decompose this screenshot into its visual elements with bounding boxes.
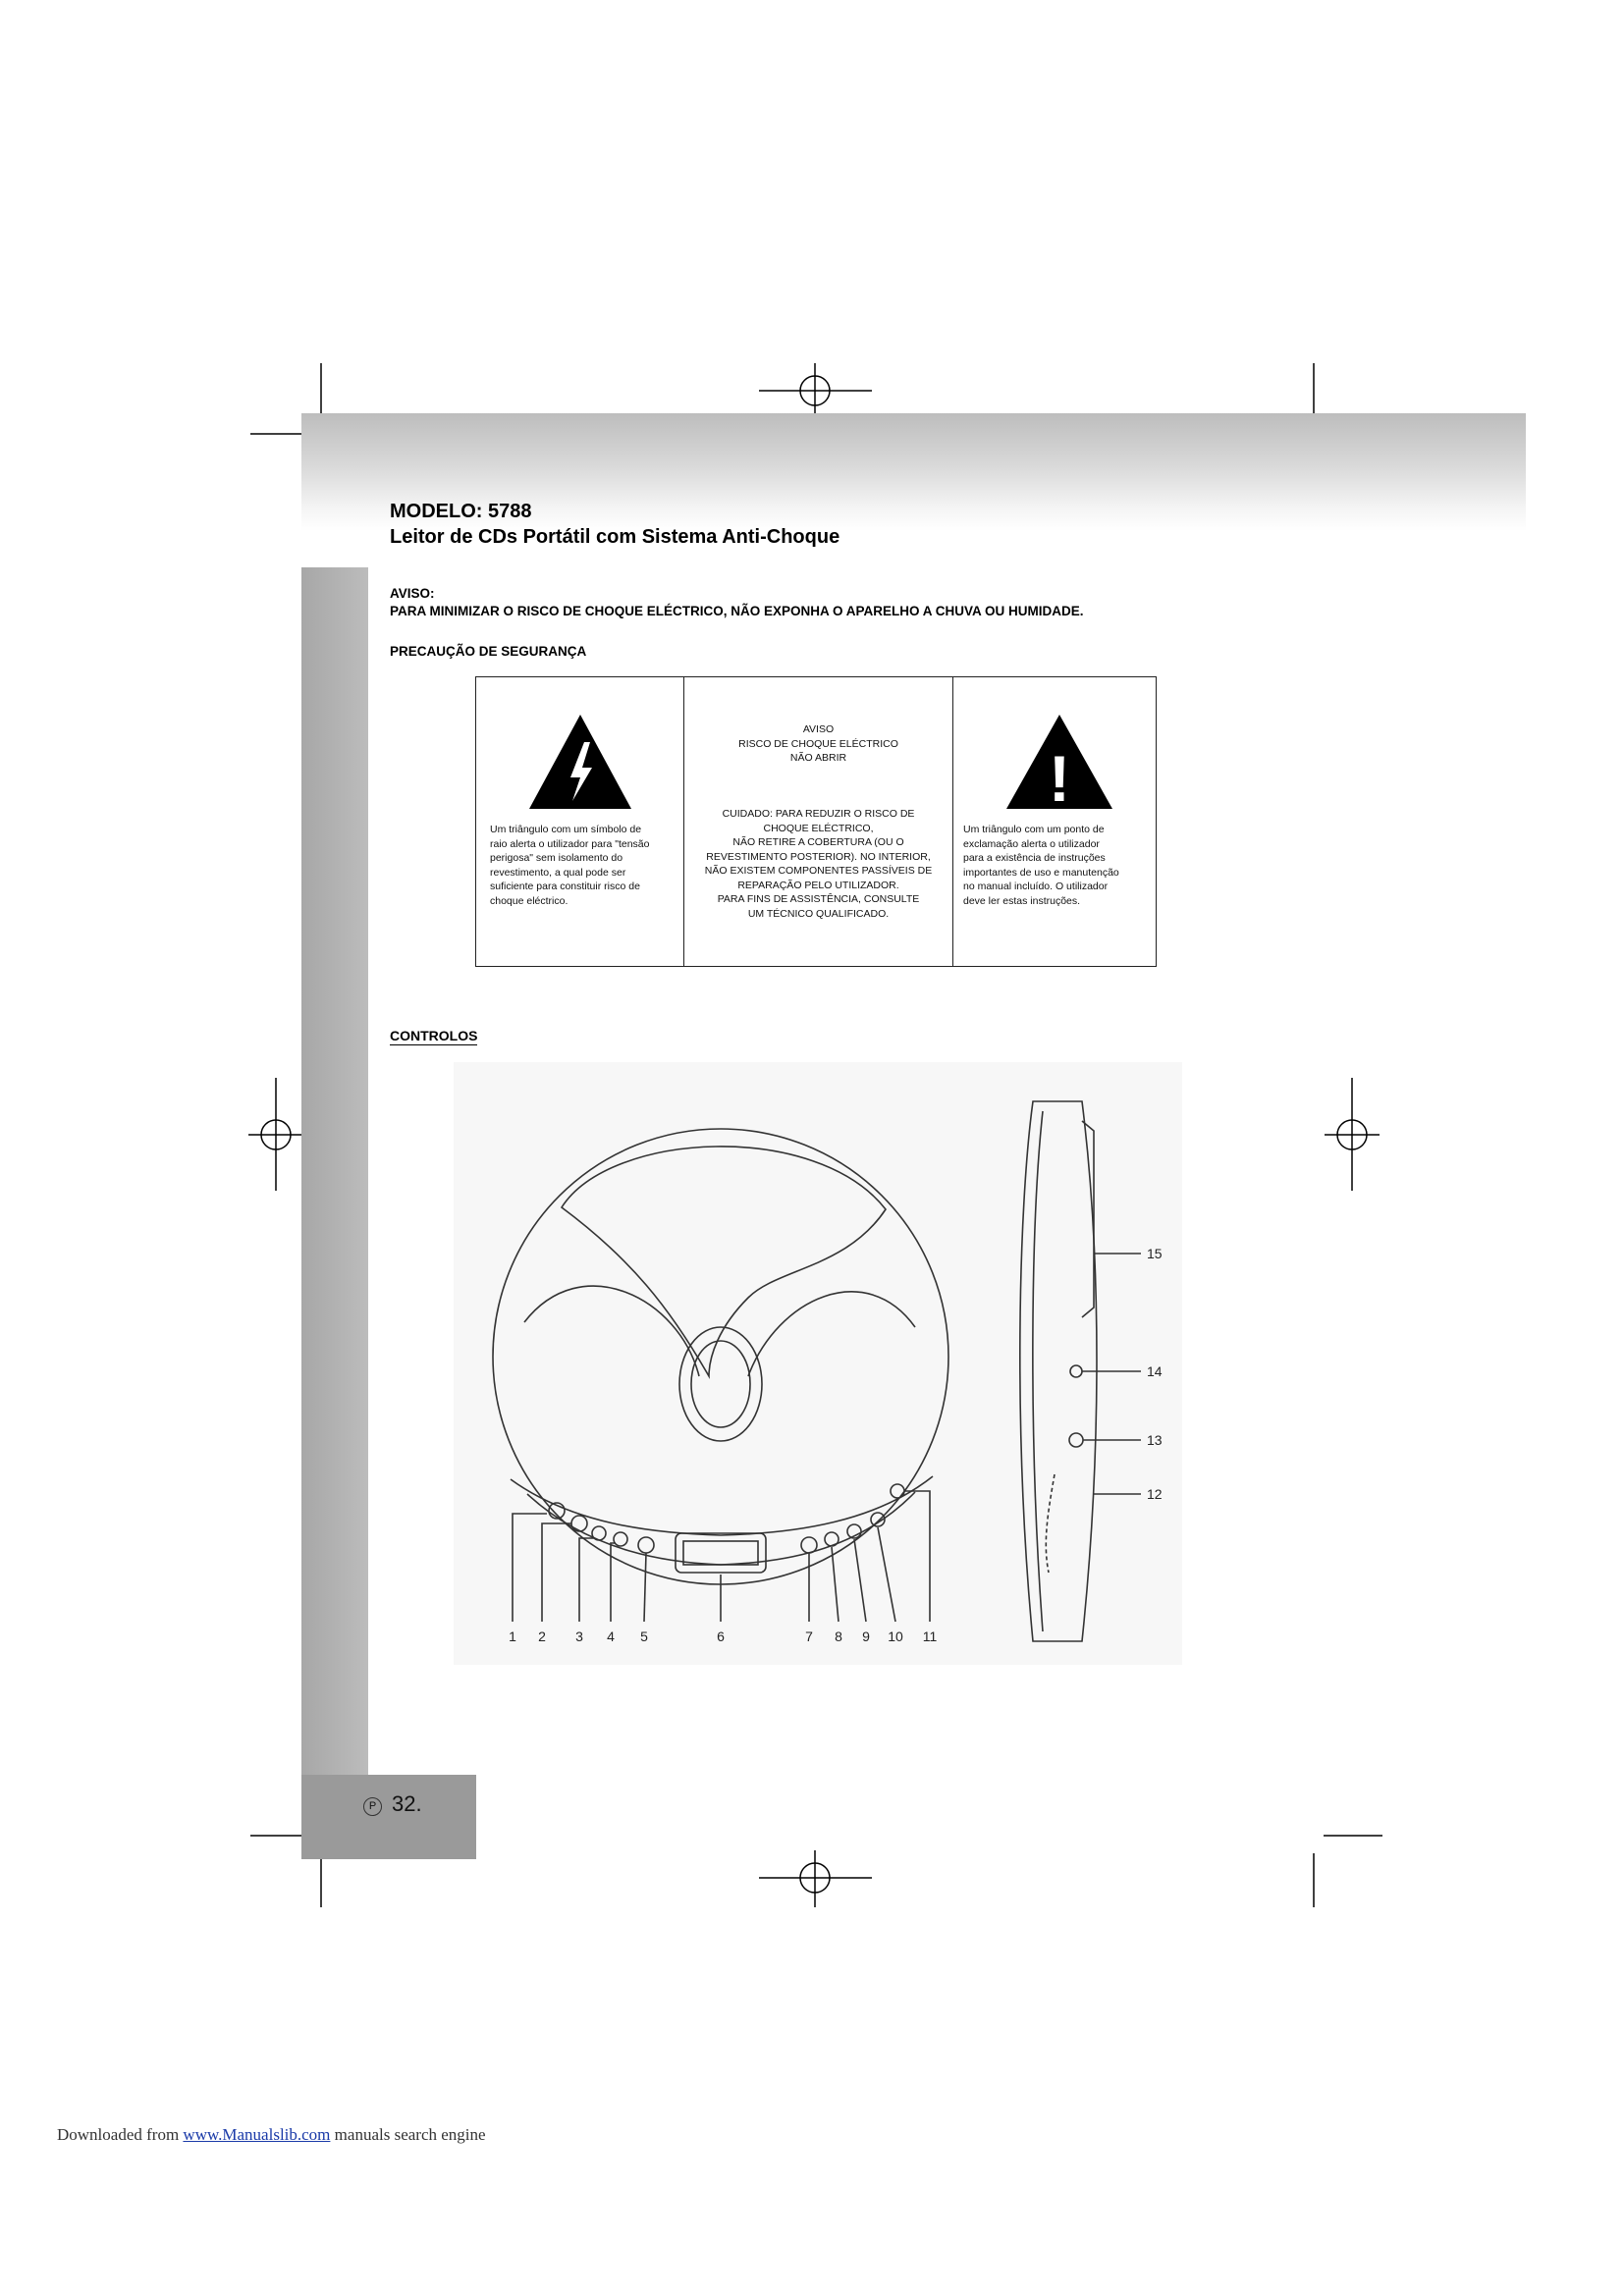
- footer-prefix: Downloaded from: [57, 2125, 180, 2144]
- callout-10: 10: [888, 1629, 903, 1644]
- footer-suffix: manuals search engine: [334, 2125, 486, 2144]
- callout-12: 12: [1147, 1486, 1163, 1502]
- text-line: REPARAÇÃO PELO UTILIZADOR.: [737, 879, 899, 891]
- text-line: PARA FINS DE ASSISTÊNCIA, CONSULTE: [717, 893, 920, 905]
- callout-2: 2: [538, 1629, 546, 1644]
- exclamation-explanation: [963, 823, 1152, 908]
- warning-text: PARA MINIMIZAR O RISCO DE CHOQUE ELÉCTRICO, NÃO EXPONHA O APARELHO A CHUVA OU HUMIDADE.: [390, 604, 1084, 618]
- text-line: UM TÉCNICO QUALIFICADO.: [747, 907, 890, 920]
- caution-text: [684, 807, 952, 921]
- text-line: RISCO DE CHOQUE ELÉCTRICO: [738, 737, 898, 750]
- callout-9: 9: [862, 1629, 870, 1644]
- safety-table-left-cell: [476, 677, 684, 966]
- callout-13: 13: [1147, 1432, 1163, 1448]
- callout-11: 11: [922, 1629, 938, 1644]
- text-line: suficiente para constituir risco de: [490, 881, 640, 892]
- text-line: NÃO ABRIR: [789, 752, 847, 764]
- callout-14: 14: [1147, 1363, 1163, 1379]
- manualslib-link[interactable]: www.Manualslib.com: [183, 2125, 331, 2144]
- safety-heading: PRECAUÇÃO DE SEGURANÇA: [390, 644, 587, 659]
- text-line: REVESTIMENTO POSTERIOR). NO INTERIOR,: [706, 850, 931, 863]
- product-title: Leitor de CDs Portátil com Sistema Anti-Choque: [390, 526, 840, 548]
- model-title: MODELO: 5788: [390, 501, 532, 522]
- page-tab: [301, 1775, 476, 1859]
- download-footer: [57, 2125, 486, 2145]
- text-line: exclamação alerta o utilizador: [963, 837, 1100, 850]
- side-bar: [301, 567, 368, 1775]
- text-line: choque eléctrico.: [490, 894, 568, 907]
- lightning-explanation: [490, 823, 677, 908]
- text-line: NÃO EXISTEM COMPONENTES PASSÍVEIS DE: [704, 865, 933, 877]
- text-line: CUIDADO: PARA REDUZIR O RISCO DE: [722, 808, 915, 820]
- safety-table-middle-cell: [684, 677, 953, 966]
- cd-player-diagram: [454, 1062, 1182, 1665]
- page-number: [363, 1791, 422, 1817]
- callout-4: 4: [607, 1629, 615, 1644]
- text-line: perigosa" sem isolamento do: [490, 852, 623, 864]
- callout-15: 15: [1147, 1246, 1163, 1261]
- text-line: deve ler estas instruções.: [963, 894, 1081, 907]
- exclamation-glyph: !: [1049, 742, 1070, 811]
- text-line: CHOQUE ELÉCTRICO,: [763, 822, 874, 834]
- callout-1: 1: [509, 1629, 516, 1644]
- warning-label: AVISO:: [390, 586, 435, 601]
- safety-table: [475, 676, 1157, 967]
- callout-8: 8: [835, 1629, 842, 1644]
- text-line: raio alerta o utilizador para "tensão: [490, 837, 650, 850]
- callout-5: 5: [640, 1629, 648, 1644]
- text-line: Um triângulo com um símbolo de: [490, 824, 642, 835]
- controls-heading: CONTROLOS: [390, 1028, 478, 1043]
- text-line: no manual incluído. O utilizador: [963, 881, 1109, 892]
- text-line: revestimento, a qual pode ser: [490, 866, 626, 879]
- page-badge-icon: P: [363, 1797, 382, 1816]
- callout-6: 6: [717, 1629, 725, 1644]
- text-line: Um triângulo com um ponto de: [963, 824, 1105, 835]
- exclamation-warning-icon: [1004, 713, 1114, 811]
- text-line: para a existência de instruções: [963, 852, 1106, 864]
- lightning-warning-icon: [527, 713, 633, 811]
- callout-7: 7: [805, 1629, 813, 1644]
- risk-header: [684, 722, 952, 766]
- safety-table-right-cell: [953, 677, 1156, 966]
- text-line: importantes de uso e manutenção: [963, 866, 1119, 879]
- page-number-text: 32.: [392, 1791, 422, 1816]
- text-line: AVISO: [802, 723, 835, 735]
- callout-3: 3: [575, 1629, 583, 1644]
- text-line: NÃO RETIRE A COBERTURA (OU O: [732, 836, 904, 848]
